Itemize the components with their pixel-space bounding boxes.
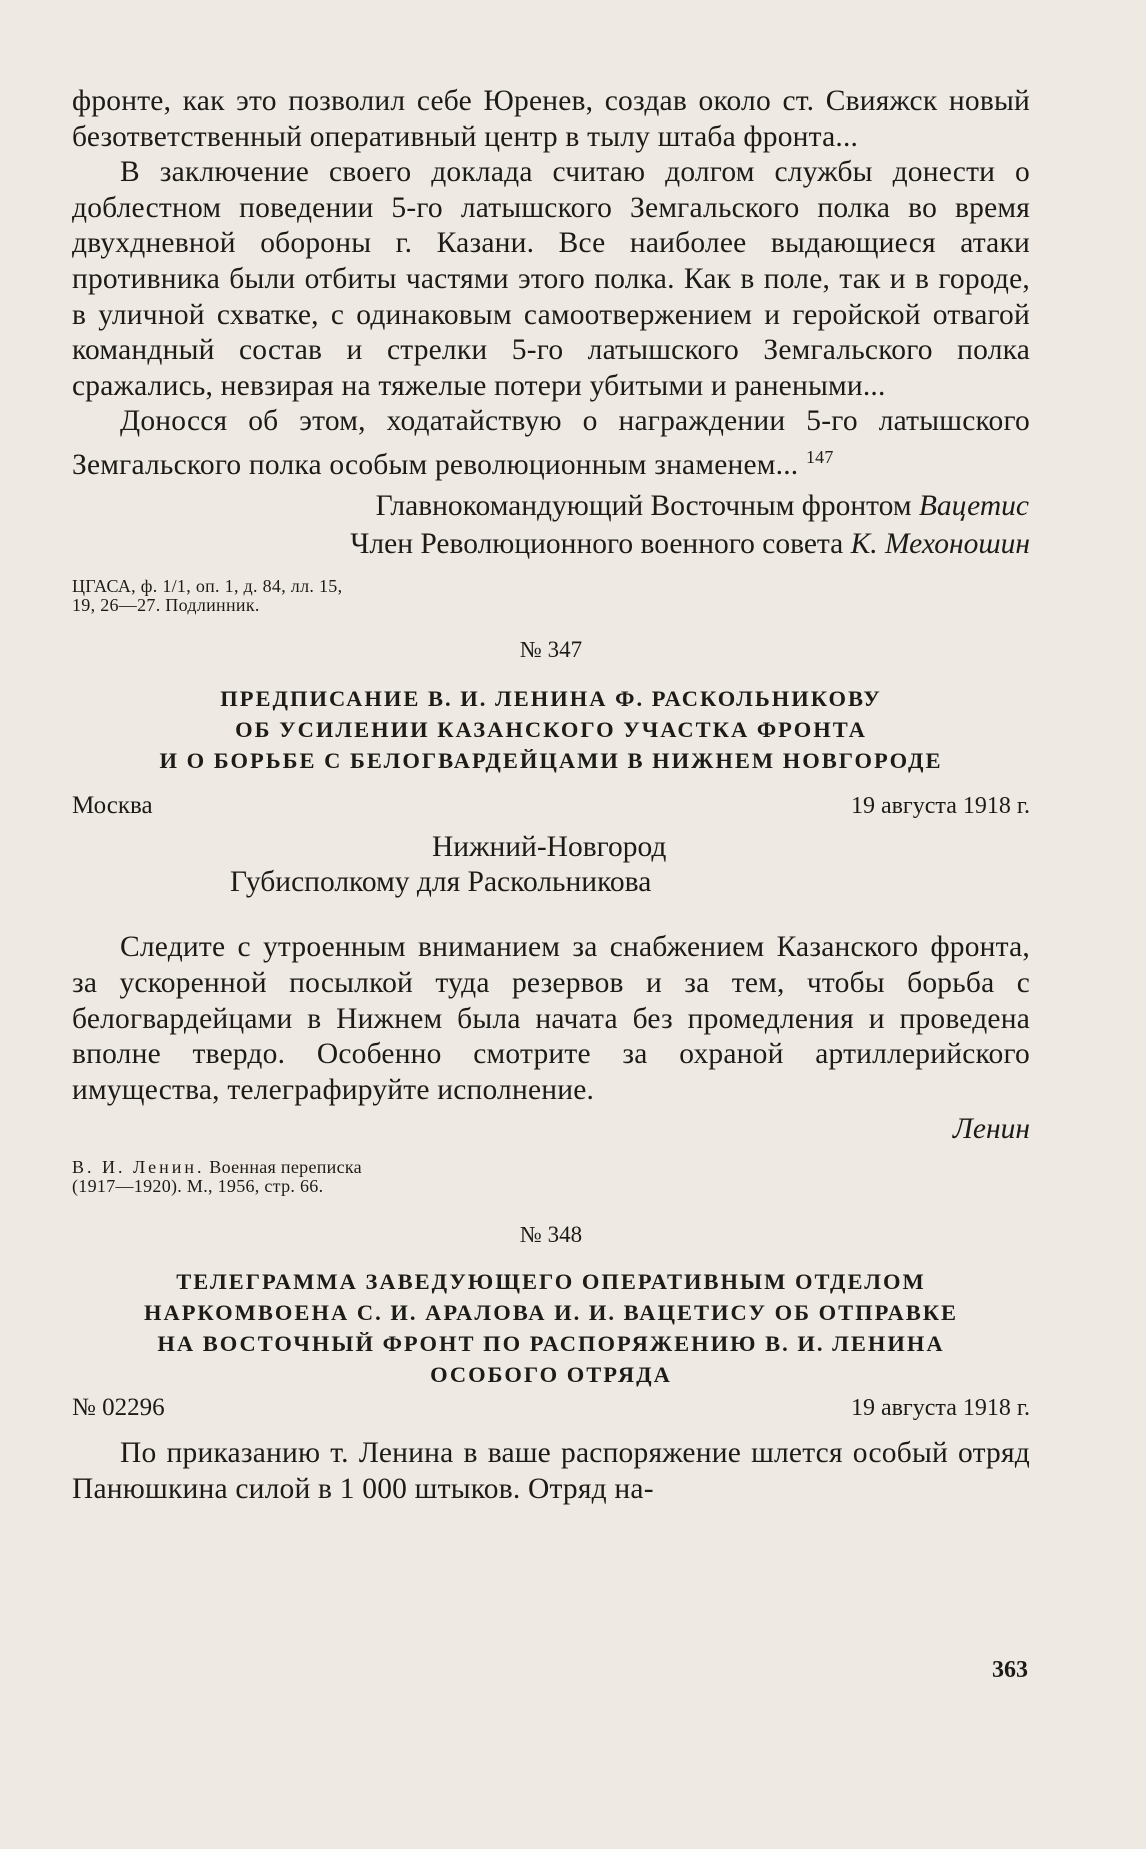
signature-council-member [72, 525, 1030, 563]
archive-source-2-line2: (1917—1920). М., 1956, стр. 66. [72, 1176, 324, 1197]
heading-348-line-4: ОСОБОГО ОТРЯДА [430, 1362, 672, 1388]
footnote-marker: 147 [805, 446, 834, 467]
paragraph-continuation: фронте, как это позволил себе Юренев, создав около ст. Свияжск новый безответственный оперативный центр в тылу штаба фронта... [72, 85, 1030, 153]
signature-commander-name: Вацетис [918, 490, 1029, 523]
archive-source-1-line1: ЦГАСА, ф. 1/1, оп. 1, д. 84, лл. 15, [72, 576, 343, 597]
heading-348-line-2: НАРКОМВОЕНА С. И. АРАЛОВА И. И. ВАЦЕТИСУ ОБ ОТПРАВКЕ [143, 1300, 959, 1326]
paragraph-award-request-text: Доносся об этом, ходатайствую о награждении 5-го латышского Земгальского полка особым революционным знаменем... [72, 405, 1030, 481]
heading-347-line-3: И О БОРЬБЕ С БЕЛОГВАРДЕЙЦАМИ В НИЖНЕМ НОВГОРОДЕ [159, 748, 943, 774]
date-348: 19 августа 1918 г. [850, 1395, 1030, 1422]
signature-commander [72, 487, 1030, 525]
document-heading-347 [72, 683, 1030, 776]
document-page [72, 84, 1030, 1508]
dateline-347 [72, 790, 1030, 822]
date-347: 19 августа 1918 г. [850, 793, 1030, 820]
archive-source-1-line2: 19, 26—27. Подлинник. [72, 595, 260, 616]
heading-348-line-3: НА ВОСТОЧНЫЙ ФРОНТ ПО РАСПОРЯЖЕНИЮ В. И. ЛЕНИНА [157, 1331, 945, 1357]
heading-347-line-2: ОБ УСИЛЕНИИ КАЗАНСКОГО УЧАСТКА ФРОНТА [235, 717, 867, 743]
signature-lenin-name: Ленин [952, 1113, 1030, 1146]
signature-commander-title: Главнокомандующий Восточным фронтом [375, 490, 912, 523]
paragraph-report-conclusion: В заключение своего доклада считаю долгом службы донести о доблестном поведении 5-го латышского Земгальского полка во время двухдневной обороны г. Казани. Все наиболее выдающиеся атаки противника были отбиты частями этого полка. Как в поле, так и в городе, в уличной схватке, с одинаковым самоотвержением и геройской отвагой командный состав и стрелки 5-го латышского Земгальского полка сражались, невзирая на тяжелые потери убитыми и ранеными... [72, 156, 1030, 402]
signature-council-name: К. Мехоношин [850, 528, 1030, 561]
heading-348-line-1: ТЕЛЕГРАММА ЗАВЕДУЮЩЕГО ОПЕРАТИВНЫМ ОТДЕЛОМ [176, 1269, 926, 1295]
archive-source-2 [72, 1158, 1030, 1196]
signature-lenin [72, 1110, 1030, 1148]
dateline-348 [72, 1392, 1030, 1424]
telegram-body-347: Следите с утроенным вниманием за снабжением Казанского фронта, за ускоренной посылкой туда резервов и за тем, чтобы борьба с белогвардейцами в Нижнем была начата без промедления и проведена вполне твердо. Особенно смотрите за охраной артиллерийского имущества, телеграфируйте исполнение. [72, 931, 1030, 1106]
heading-347-line-1: ПРЕДПИСАНИЕ В. И. ЛЕНИНА Ф. РАСКОЛЬНИКОВУ [220, 686, 882, 712]
document-heading-348 [72, 1266, 1030, 1390]
address-city: Нижний-Новгород [432, 831, 667, 864]
paragraph-award-request [72, 404, 1030, 483]
document-number-347: № 347 [519, 637, 583, 663]
telegram-number-348: № 02296 [72, 1394, 165, 1422]
place-347: Москва [72, 792, 153, 820]
page-number: 363 [992, 1657, 1028, 1683]
signature-council-title: Член Революционного военного совета [350, 528, 844, 561]
address-recipient: Губисполкому для Раскольникова [230, 866, 652, 899]
archive-source-2-title: Военная переписка [204, 1157, 362, 1178]
archive-source-1 [72, 577, 1030, 615]
telegram-body-348: По приказанию т. Ленина в ваше распоряжение шлется особый отряд Панюшкина силой в 1 000 штыков. Отряд на- [72, 1437, 1030, 1505]
archive-source-2-author: В. И. Ленин. [72, 1157, 205, 1178]
document-number-348: № 348 [519, 1222, 583, 1248]
